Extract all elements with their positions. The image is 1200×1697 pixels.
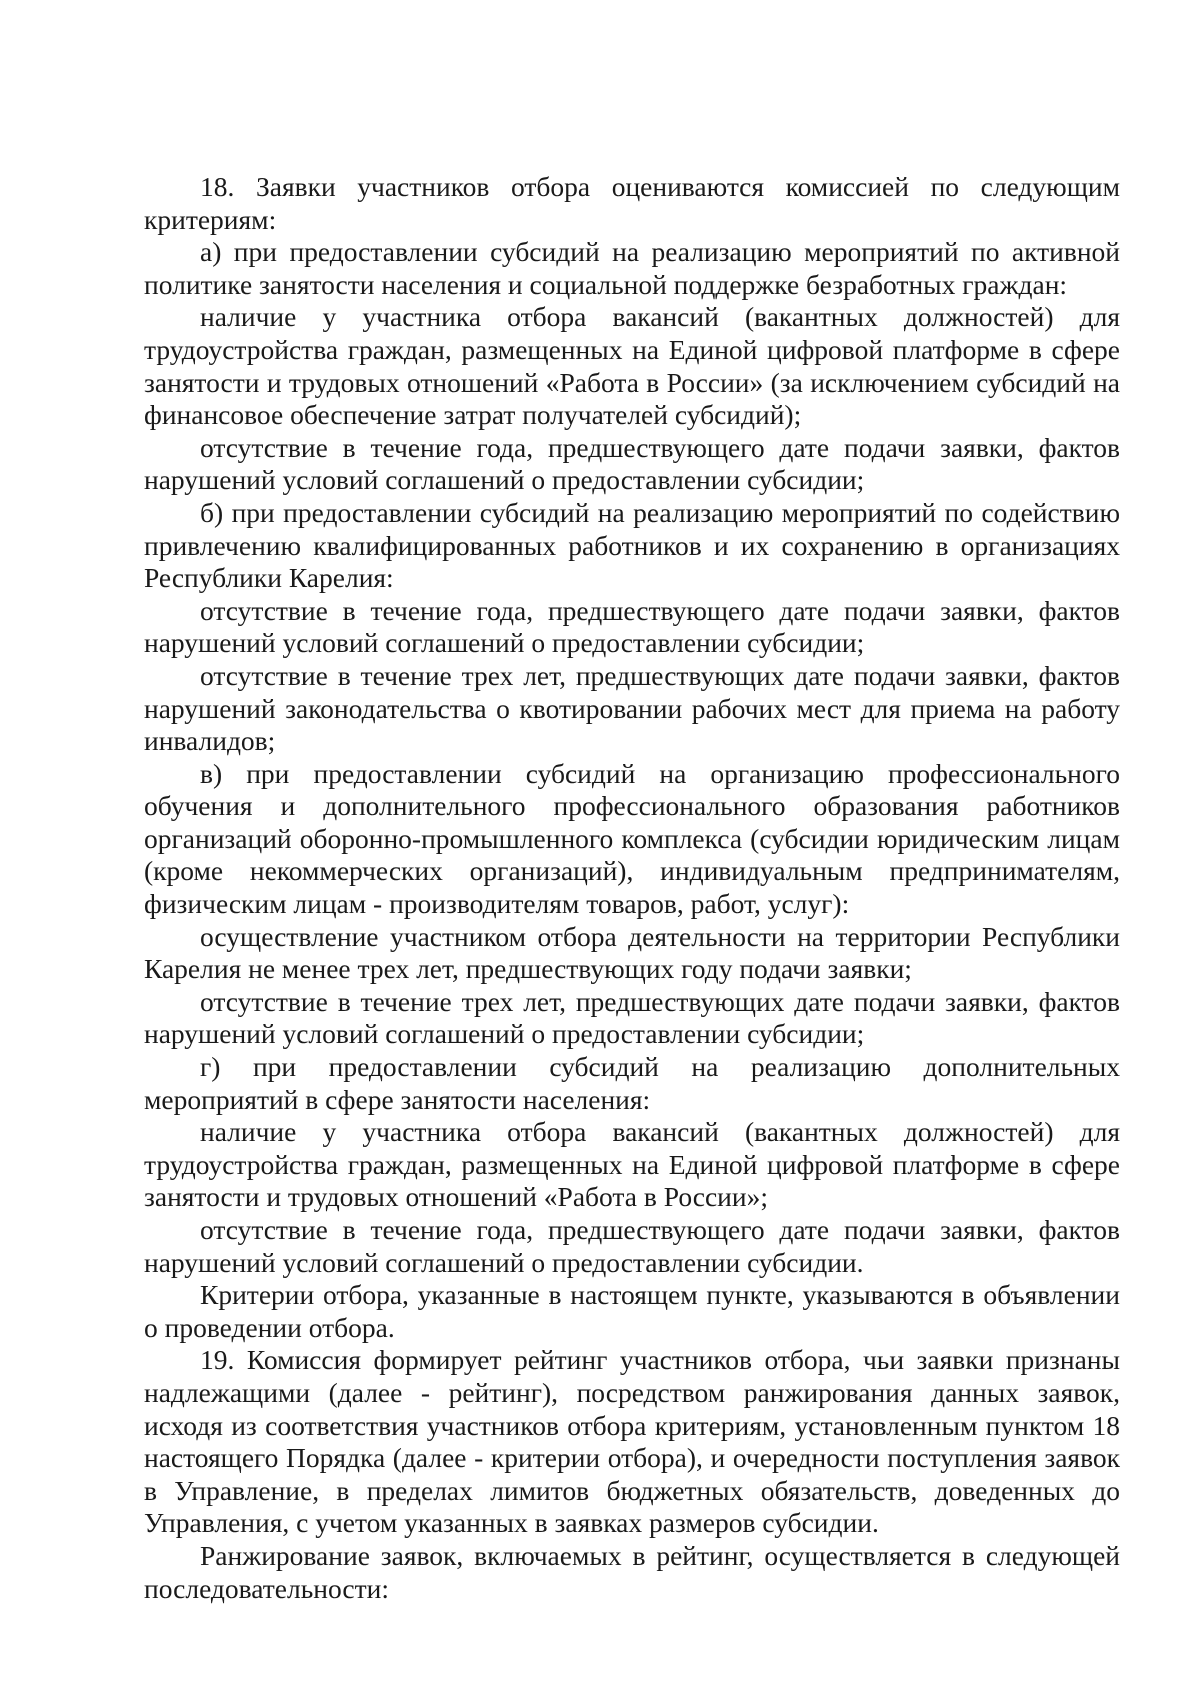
document-page: [144, 171, 1120, 1605]
paragraph-16: Ранжирование заявок, включаемых в рейтинг, осуществляется в следующей последовательности:: [144, 1539, 1120, 1604]
paragraph-14: Критерии отбора, указанные в настоящем пункте, указываются в объявлении о проведении отбора.: [144, 1279, 1120, 1343]
paragraph-15: 19. Комиссия формирует рейтинг участников отбора, чьи заявки признаны надлежащими (далее - рейтинг), посредством ранжирования данных заявок, исходя из соответствия участников отбора критериям, установленным пунктом 18 настоящего Порядка (далее - критерии отбора), и очередности поступления заявок в Управление, в пределах лимитов бюджетных обязательств, доведенных до Управления, с учетом указанных в заявках размеров субсидии.: [144, 1344, 1120, 1539]
paragraph-2: а) при предоставлении субсидий на реализацию мероприятий по активной политике занятости населения и социальной поддержке безработных граждан:: [144, 236, 1120, 300]
paragraph-4: отсутствие в течение года, предшествующего дате подачи заявки, фактов нарушений условий соглашений о предоставлении субсидии;: [144, 431, 1120, 496]
paragraph-7: отсутствие в течение трех лет, предшествующих дате подачи заявки, фактов нарушений законодательства о квотировании рабочих мест для приема на работу инвалидов;: [144, 659, 1120, 757]
paragraph-5: б) при предоставлении субсидий на реализацию мероприятий по содействию привлечению квалифицированных работников и их сохранению в организациях Республики Карелия:: [144, 496, 1120, 594]
paragraph-11: г) при предоставлении субсидий на реализацию дополнительных мероприятий в сфере занятости населения:: [144, 1051, 1120, 1115]
paragraph-6: отсутствие в течение года, предшествующего дате подачи заявки, фактов нарушений условий соглашений о предоставлении субсидии;: [144, 594, 1120, 659]
paragraph-10: отсутствие в течение трех лет, предшествующих дате подачи заявки, фактов нарушений условий соглашений о предоставлении субсидии;: [144, 985, 1120, 1050]
paragraph-3: наличие у участника отбора вакансий (вакантных должностей) для трудоустройства граждан, размещенных на Единой цифровой платформе в сфере занятости и трудовых отношений «Работа в России» (за исключением субсидий на финансовое обеспечение затрат получателей субсидий);: [144, 301, 1120, 431]
paragraph-8: в) при предоставлении субсидий на организацию профессионального обучения и дополнительного профессионального образования работников организаций оборонно-промышленного комплекса (субсидии юридическим лицам (кроме некоммерческих организаций), индивидуальным предпринимателям, физическим лицам - производителям товаров, работ, услуг):: [144, 757, 1120, 920]
paragraph-1: 18. Заявки участников отбора оцениваются комиссией по следующим критериям:: [144, 171, 1120, 235]
paragraph-9: осуществление участником отбора деятельности на территории Республики Карелия не менее трех лет, предшествующих году подачи заявки;: [144, 920, 1120, 985]
paragraph-12: наличие у участника отбора вакансий (вакантных должностей) для трудоустройства граждан, размещенных на Единой цифровой платформе в сфере занятости и трудовых отношений «Работа в России»;: [144, 1116, 1120, 1213]
paragraph-13: отсутствие в течение года, предшествующего дате подачи заявки, фактов нарушений условий соглашений о предоставлении субсидии.: [144, 1214, 1120, 1278]
